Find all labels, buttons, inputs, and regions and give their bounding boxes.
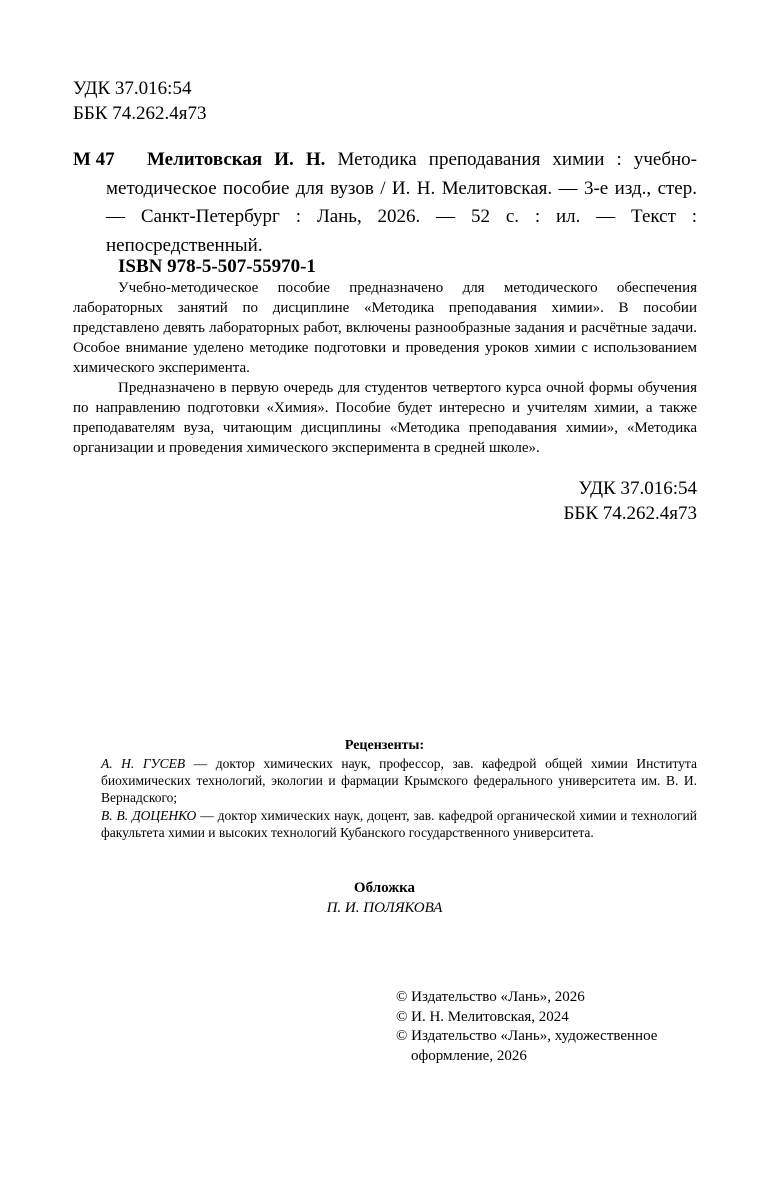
bbk-code: ББК 74.262.4я73: [73, 103, 207, 124]
bibliographic-entry: [73, 146, 697, 260]
cover-title: Обложка: [353, 880, 416, 896]
reviewers-list: [101, 755, 697, 841]
author-name: Мелитовская И. Н.: [147, 149, 326, 170]
abstract: [73, 278, 697, 458]
cover-designer: П. И. ПОЛЯКОВА: [326, 900, 443, 916]
bibliographic-description: [73, 146, 697, 260]
reviewer-name: В. В. ДОЦЕНКО: [101, 807, 197, 823]
udk-code: УДК 37.016:54: [578, 478, 697, 499]
bbk-code: ББК 74.262.4я73: [563, 503, 697, 524]
abstract-paragraph: Учебно-методическое пособие предназначено для методического обеспечения лабораторных занятий по дисциплине «Методика преподавания химии». В пособии представлено девять лабораторных работ, включены разнообразные задания и расчётные задачи. Особое внимание уделено методике подготовки и проведения уроков химии с использованием химического эксперимента.: [73, 280, 697, 376]
copyright-line: © Издательство «Лань», художественное: [396, 1028, 658, 1045]
copyright-block: [396, 988, 696, 1066]
isbn: ISBN 978-5-507-55970-1: [118, 256, 316, 277]
reviewers-title: Рецензенты:: [344, 738, 425, 753]
author-code: М 47: [73, 149, 115, 170]
reviewer-entry: [101, 755, 697, 807]
reviewer-entry: [101, 807, 697, 841]
reviewer-details: — доктор химических наук, профессор, зав. кафедрой общей химии Института биохимических технологий, экологии и фармации Крымского федерального университета им. В. И. Вернадского;: [101, 756, 697, 806]
abstract-paragraph: Предназначено в первую очередь для студентов четвертого курса очной формы обучения по направлению подготовки «Химия». Пособие будет интересно и учителям химии, а также преподавателям вуза, читающим дисциплины «Методика преподавания химии», «Методика организации и проведения химического эксперимента в средней школе».: [73, 380, 697, 456]
copyright-line: © Издательство «Лань», 2026: [396, 989, 585, 1005]
classification-top: [73, 76, 206, 126]
copyright-line: оформление, 2026: [411, 1047, 527, 1064]
classification-bottom: [564, 476, 697, 526]
udk-code: УДК 37.016:54: [73, 78, 192, 99]
reviewer-details: — доктор химических наук, доцент, зав. кафедрой органической химии и технологий факультета химии и высоких технологий Кубанского государственного университета.: [101, 807, 697, 840]
reviewer-name: А. Н. ГУСЕВ: [101, 756, 186, 771]
book-description: Методика преподавания химии : учебно-методическое пособие для вузов / И. Н. Мелитовская. — 3-е изд., стер. — Санкт-Петербург : Лань, 2026. — 52 с. : ил. — Текст : непосредственный.: [106, 149, 697, 256]
copyright-line: © И. Н. Мелитовская, 2024: [396, 1008, 569, 1025]
